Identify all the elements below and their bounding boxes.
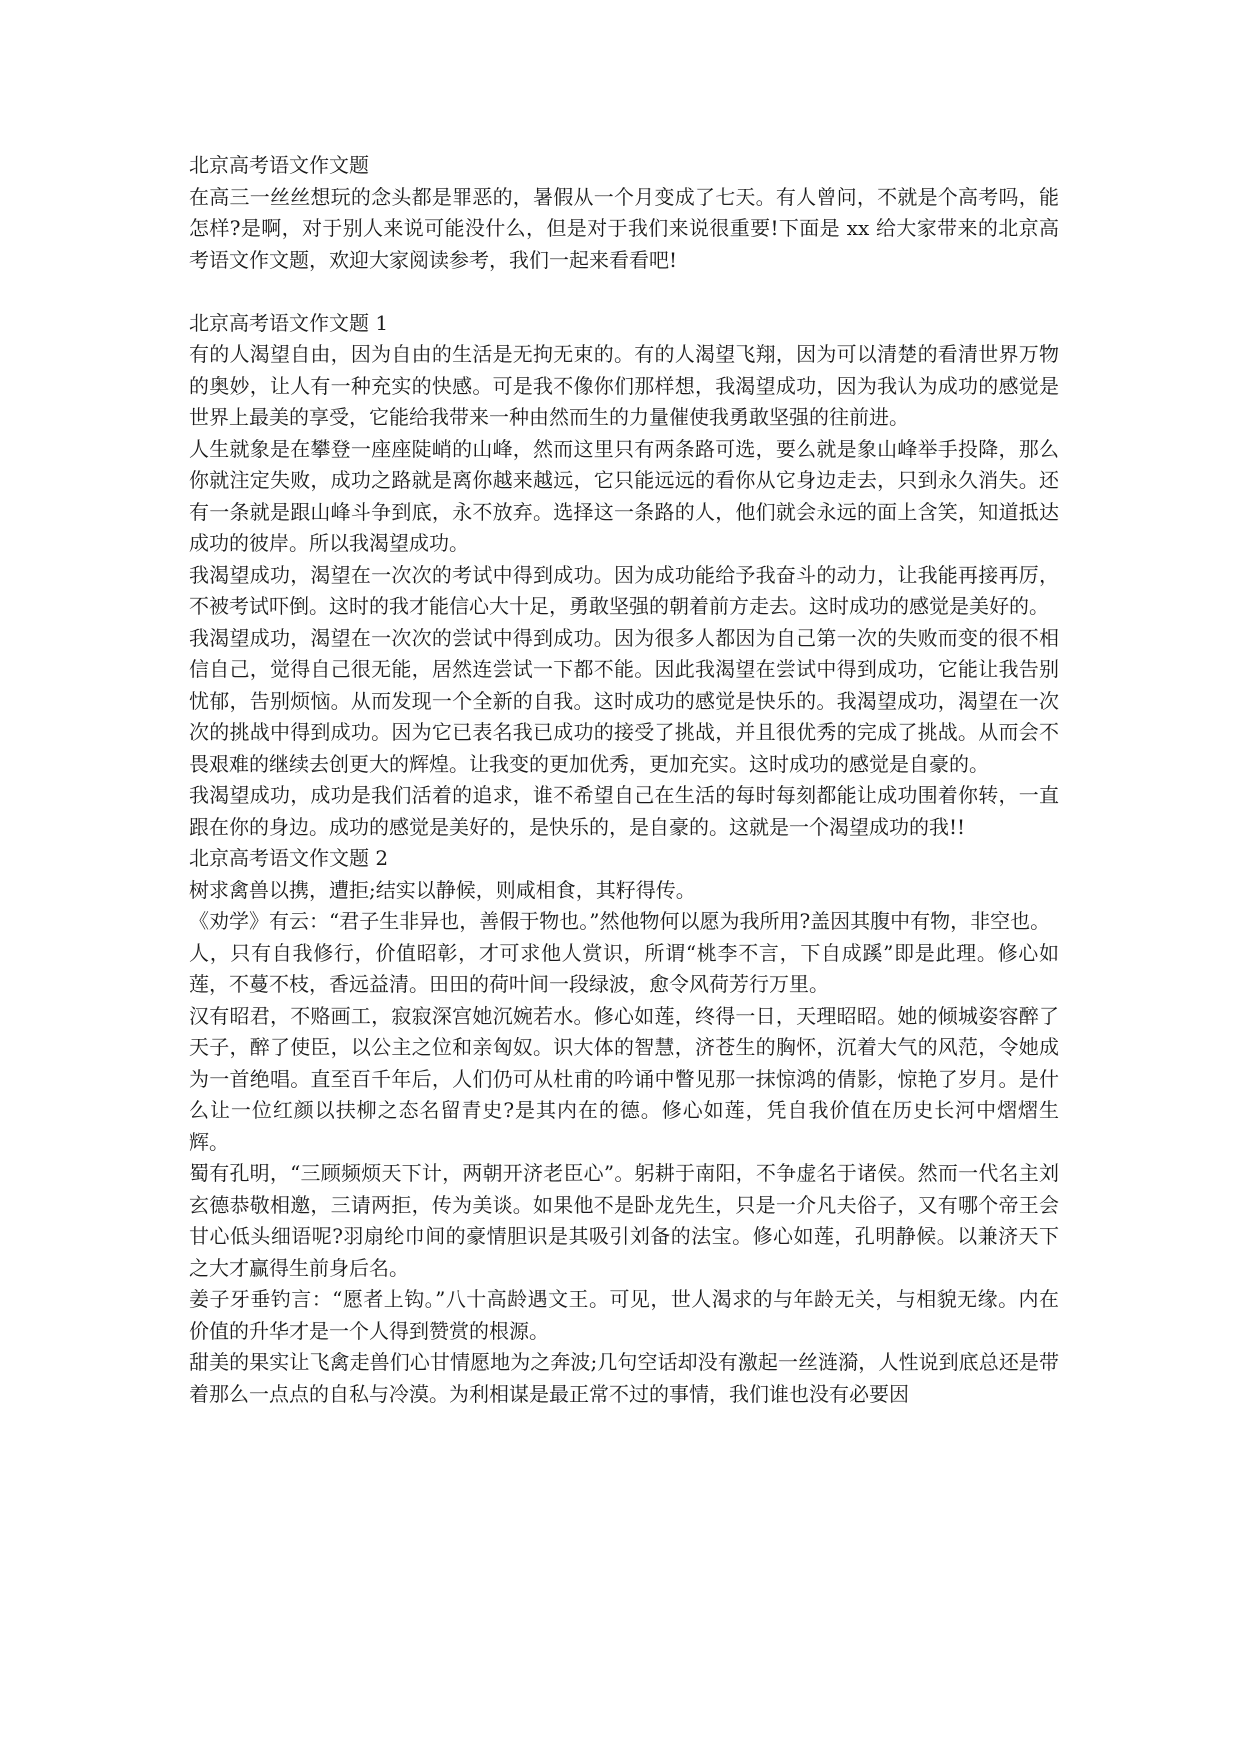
intro-paragraph: 在高三一丝丝想玩的念头都是罪恶的，暑假从一个月变成了七天。有人曾问，不就是个高考吗，能怎样?是啊，对于别人来说可能没什么，但是对于我们来说很重要!下面是 xx 给大家带来的北京高考语文作文题，欢迎大家阅读参考，我们一起来看看吧! — [189, 184, 1059, 272]
section-2-paragraph: 树求禽兽以携，遭拒;结实以静候，则咸相食，其籽得传。 — [189, 877, 696, 902]
blank-line — [189, 276, 1059, 308]
section-1-paragraph: 我渴望成功，渴望在一次次的考试中得到成功。因为成功能给予我奋斗的动力，让我能再接再厉，不被考试吓倒。这时的我才能信心大十足，勇敢坚强的朝着前方走去。这时成功的感觉是美好的。 — [189, 562, 1059, 618]
section-1-heading: 北京高考语文作文题 1 — [189, 310, 389, 335]
document-title: 北京高考语文作文题 — [189, 153, 369, 177]
section-2-paragraph: 人，只有自我修行，价值昭彰，才可求他人赏识，所谓“桃李不言，下自成蹊”即是此理。修心如莲，不蔓不枝，香远益清。田田的荷叶间一段绿波，愈令风荷芳行万里。 — [189, 940, 1059, 996]
section-1-paragraph: 有的人渴望自由，因为自由的生活是无拘无束的。有的人渴望飞翔，因为可以清楚的看清世界万物的奥妙，让人有一种充实的快感。可是我不像你们那样想，我渴望成功，因为我认为成功的感觉是世界上最美的享受，它能给我带来一种由然而生的力量催使我勇敢坚强的往前进。 — [189, 342, 1059, 429]
section-1-paragraph: 我渴望成功，渴望在一次次的尝试中得到成功。因为很多人都因为自己第一次的失败而变的很不相信自己，觉得自己很无能，居然连尝试一下都不能。因此我渴望在尝试中得到成功，它能让我告别忧郁，告别烦恼。从而发现一个全新的自我。这时成功的感觉是快乐的。我渴望成功，渴望在一次次的挑战中得到成功。因为它已表名我已成功的接受了挑战，并且很优秀的完成了挑战。从而会不畏艰难的继续去创更大的辉煌。让我变的更加优秀，更加充实。这时成功的感觉是自豪的。 — [189, 625, 1059, 776]
section-2-heading: 北京高考语文作文题 2 — [189, 846, 389, 870]
document-body — [189, 150, 1059, 1410]
section-2-paragraph: 甜美的果实让飞禽走兽们心甘情愿地为之奔波;几句空话却没有激起一丝涟漪，人性说到底总还是带着那么一点点的自私与冷漠。为利相谋是最正常不过的事情，我们谁也没有必要因 — [189, 1350, 1059, 1406]
section-2-paragraph: 汉有昭君，不赂画工，寂寂深宫她沉婉若水。修心如莲，终得一日，天理昭昭。她的倾城姿容醉了天子，醉了使臣，以公主之位和亲匈奴。识大体的智慧，济苍生的胸怀，沉着大气的风范，令她成为一首绝唱。直至百千年后，人们仍可从杜甫的吟诵中瞥见那一抹惊鸿的倩影，惊艳了岁月。是什么让一位红颜以扶柳之态名留青史?是其内在的德。修心如莲，凭自我价值在历史长河中熠熠生辉。 — [189, 1003, 1059, 1154]
section-1-paragraph: 人生就象是在攀登一座座陡峭的山峰，然而这里只有两条路可选，要么就是象山峰举手投降，那么你就注定失败，成功之路就是离你越来越远，它只能远远的看你从它身边走去，只到永久消失。还有一条就是跟山峰斗争到底，永不放弃。选择这一条路的人，他们就会永远的面上含笑，知道抵达成功的彼岸。所以我渴望成功。 — [189, 436, 1059, 555]
section-2-paragraph: 姜子牙垂钓言：“愿者上钩。”八十高龄遇文王。可见，世人渴求的与年龄无关，与相貌无缘。内在价值的升华才是一个人得到赞赏的根源。 — [189, 1287, 1059, 1343]
section-1-paragraph: 我渴望成功，成功是我们活着的追求，谁不希望自己在生活的每时每刻都能让成功围着你转，一直跟在你的身边。成功的感觉是美好的，是快乐的，是自豪的。这就是一个渴望成功的我!! — [189, 783, 1059, 839]
section-2-paragraph: 《劝学》有云：“君子生非异也，善假于物也。”然他物何以愿为我所用?盖因其腹中有物，非空也。 — [189, 909, 1051, 933]
section-2-paragraph: 蜀有孔明，“三顾频烦天下计，两朝开济老臣心”。躬耕于南阳，不争虚名于诸侯。然而一代名主刘玄德恭敬相邀，三请两拒，传为美谈。如果他不是卧龙先生，只是一介凡夫俗子，又有哪个帝王会甘心低头细语呢?羽扇纶巾间的豪情胆识是其吸引刘备的法宝。修心如莲，孔明静候。以兼济天下之大才赢得生前身后名。 — [189, 1161, 1059, 1280]
